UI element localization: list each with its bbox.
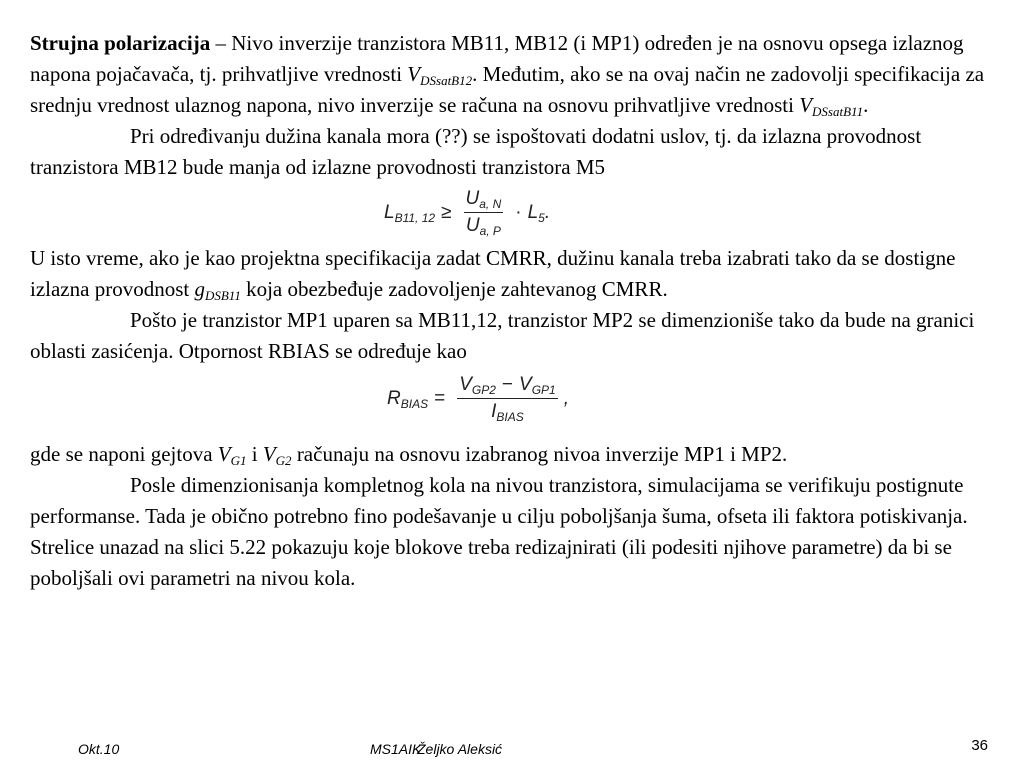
var-vds-b11	[799, 93, 863, 117]
var-symbol: V	[217, 442, 231, 466]
eq-symbol: V	[459, 374, 472, 395]
eq1-fraction	[464, 187, 504, 238]
footer-course: MS1AIK	[370, 741, 422, 757]
paragraph-mp2-sizing: Pošto je tranzistor MP1 uparen sa MB11,12, tranzistor MP2 se dimenzioniše tako da bude na granici oblasti zasićenja. Otpornost RBIAS se određuje kao	[30, 308, 975, 363]
eq-subscript: GP1	[531, 383, 556, 397]
text-span: koja obezbeđuje zadovoljenje zahtevanog CMRR.	[240, 277, 668, 301]
var-subscript: G2	[275, 453, 292, 468]
eq2-lhs	[387, 383, 428, 414]
var-subscript: G1	[230, 453, 247, 468]
text-span: – Nivo inverzije tranzistora MB11, MB12 (i MP1) određen je na osnovu opsega izlaznog napona pojačavača, tj. prihvatljive vrednosti	[30, 31, 964, 86]
var-vg1	[218, 442, 247, 466]
var-gds-b11	[194, 277, 240, 301]
var-vg2	[263, 442, 292, 466]
paragraph-current-bias	[30, 28, 995, 121]
eq2-numerator	[457, 373, 558, 399]
footer-author: Željko Aleksić	[417, 741, 503, 757]
paragraph-simulation: Posle dimenzionisanja kompletnog kola na nivou tranzistora, simulacijama se verifikuju postignute performanse. Tada je obično potrebno fino podešavanje u cilju poboljšanja šuma, ofseta ili faktora potiskivanja. Strelice unazad na slici 5.22 pokazuju koje blokove treba redizajnirati (ili podesiti njihove parametre) da bi se poboljšali ovi parametri na nivou kola.	[30, 473, 968, 590]
eq-subscript: BIAS	[496, 410, 524, 424]
eq-subscript: B11, 12	[394, 211, 436, 225]
eq1-lhs	[384, 197, 435, 228]
var-symbol: g	[194, 277, 205, 301]
text-span: računaju na osnovu izabranog nivoa inverzije MP1 i MP2.	[291, 442, 788, 466]
paragraph-gate-voltages	[30, 439, 995, 470]
paragraph-channel-length: Pri određivanju dužina kanala mora (??) se ispoštovati dodatni uslov, tj. da izlazna provodnost tranzistora MB12 bude manja od izlazne provodnosti tranzistora M5	[30, 124, 922, 179]
text-span: U isto vreme, ako je kao projektna specifikacija zadat CMRR, dužinu kanala treba izabrati tako da se dostigne izlazna provodnost	[30, 246, 956, 301]
eq1-numerator	[464, 187, 504, 213]
eq-symbol: R	[387, 388, 401, 409]
text-span: . Međutim, ako se na ovaj način ne zadovolji specifikacija za srednju vrednost ulaznog napona, nivo inverzije se računa na osnovu prihvatljive vrednosti	[30, 62, 985, 117]
text-span: i	[246, 442, 263, 466]
section-heading: Strujna polarizacija	[30, 31, 211, 55]
footer-date: Okt.10	[78, 741, 120, 757]
eq-symbol: V	[519, 374, 532, 395]
text-span: .	[863, 93, 869, 117]
var-symbol: V	[407, 62, 421, 86]
eq2-comma: ,	[563, 388, 569, 409]
eq-symbol: L	[527, 202, 539, 223]
eq-subscript: BIAS	[400, 397, 429, 411]
eq2-fraction	[457, 373, 558, 424]
slide-footer	[0, 737, 1024, 765]
text-span: gde se naponi gejtova	[30, 442, 218, 466]
var-subscript: DSsatB12	[420, 73, 473, 88]
eq1-operator: ≥	[441, 202, 452, 223]
var-vds-b12	[407, 62, 472, 86]
equation-rbias	[30, 367, 995, 439]
eq-subscript: a, P	[479, 224, 501, 238]
eq1-period: .	[544, 202, 551, 223]
eq-subscript: a, N	[479, 197, 502, 211]
eq2-minus: −	[501, 374, 514, 395]
eq1-multiply: ·	[515, 202, 522, 223]
var-symbol: V	[262, 442, 276, 466]
eq-symbol: U	[465, 215, 480, 236]
eq2-denominator	[489, 399, 526, 424]
var-symbol: V	[799, 93, 813, 117]
eq-subscript: GP2	[471, 383, 496, 397]
slide-body	[30, 28, 995, 594]
eq-symbol: U	[465, 188, 480, 209]
eq1-rhs	[528, 197, 545, 228]
eq-symbol: I	[491, 401, 497, 422]
paragraph-cmrr	[30, 243, 995, 305]
eq2-operator: =	[434, 388, 446, 409]
var-subscript: DSB11	[204, 288, 241, 303]
eq-subscript: 5	[538, 211, 545, 225]
var-subscript: DSsatB11	[812, 104, 864, 119]
page-number: 36	[971, 737, 988, 754]
equation-channel-length	[30, 183, 995, 243]
eq1-denominator	[464, 213, 503, 238]
eq-symbol: L	[384, 202, 395, 223]
